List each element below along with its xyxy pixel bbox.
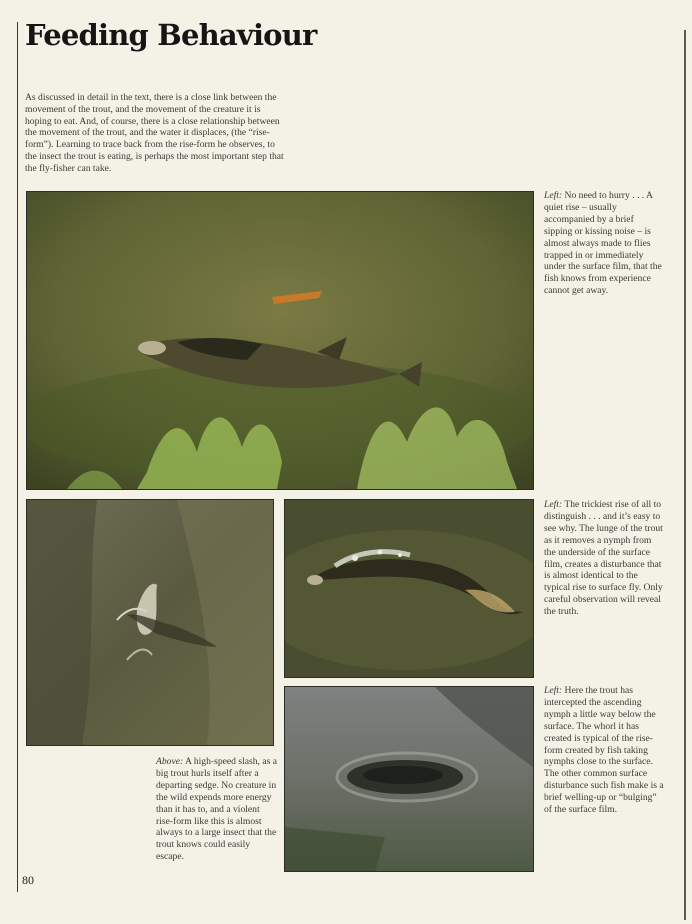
lunge-photo-image bbox=[285, 500, 533, 677]
caption-lead: Left: bbox=[544, 499, 563, 510]
whorl-photo-image bbox=[285, 687, 533, 871]
caption-text: No need to hurry . . . A quiet rise – usually accompanied by a brief sipping or kissing noise – is almost always made to flies trapped in or immediately under the surface film, that the fish knows from experience cannot get away. bbox=[544, 190, 662, 297]
left-margin-rule bbox=[17, 22, 18, 892]
page-number: 80 bbox=[22, 873, 34, 887]
photo-trout-lunge bbox=[284, 499, 534, 678]
caption-text: The trickiest rise of all to distinguish . . . and it’s easy to see why. The lunge of the trout as it removes a nymph from the underside of the surface film, creates a disturbance that is almost identical to the typical rise to surface fly. Only careful observation will reveal the truth. bbox=[544, 499, 663, 618]
intro-paragraph: As discussed in detail in the text, there is a close link between the movement of the trout, and the movement of the creature it is hoping to eat. And, of course, there is a close relationship between the movement of the trout, and the water it displaces, (the “rise-form”). Learning to trace back from the rise-form he observes, to the insect the trout is eating, is perhaps the most important step that the fly-fisher can take. bbox=[25, 92, 284, 174]
caption-lead: Left: bbox=[544, 685, 563, 696]
photo-rise-whorl bbox=[284, 686, 534, 872]
caption-trickiest-rise bbox=[544, 499, 664, 618]
caption-text: Here the trout has intercepted the ascending nymph a little way below the surface. The whorl it has created is typical of the rise-form created by fish taking nymphs close to the surface. The other common surface disturbance such fish make is a brief welling-up or “bulging” of the surface film. bbox=[544, 685, 664, 816]
slash-photo-image bbox=[27, 500, 273, 745]
right-margin-rule bbox=[684, 30, 686, 920]
caption-quiet-rise bbox=[544, 190, 664, 297]
caption-whorl bbox=[544, 685, 664, 816]
caption-lead: Above: bbox=[156, 756, 184, 767]
caption-text: A high-speed slash, as a big trout hurls itself after a departing sedge. No creature in the wild expends more energy than it has to, and a violent rise-form like this is almost always to a large insect that the trout knows could easily escape. bbox=[156, 756, 277, 863]
trout-photo-image bbox=[27, 192, 533, 489]
photo-trout-quiet-rise bbox=[26, 191, 534, 490]
photo-trout-slash bbox=[26, 499, 274, 746]
page-title: Feeding Behaviour bbox=[25, 18, 317, 52]
caption-slash bbox=[156, 756, 278, 863]
caption-lead: Left: bbox=[544, 190, 563, 201]
